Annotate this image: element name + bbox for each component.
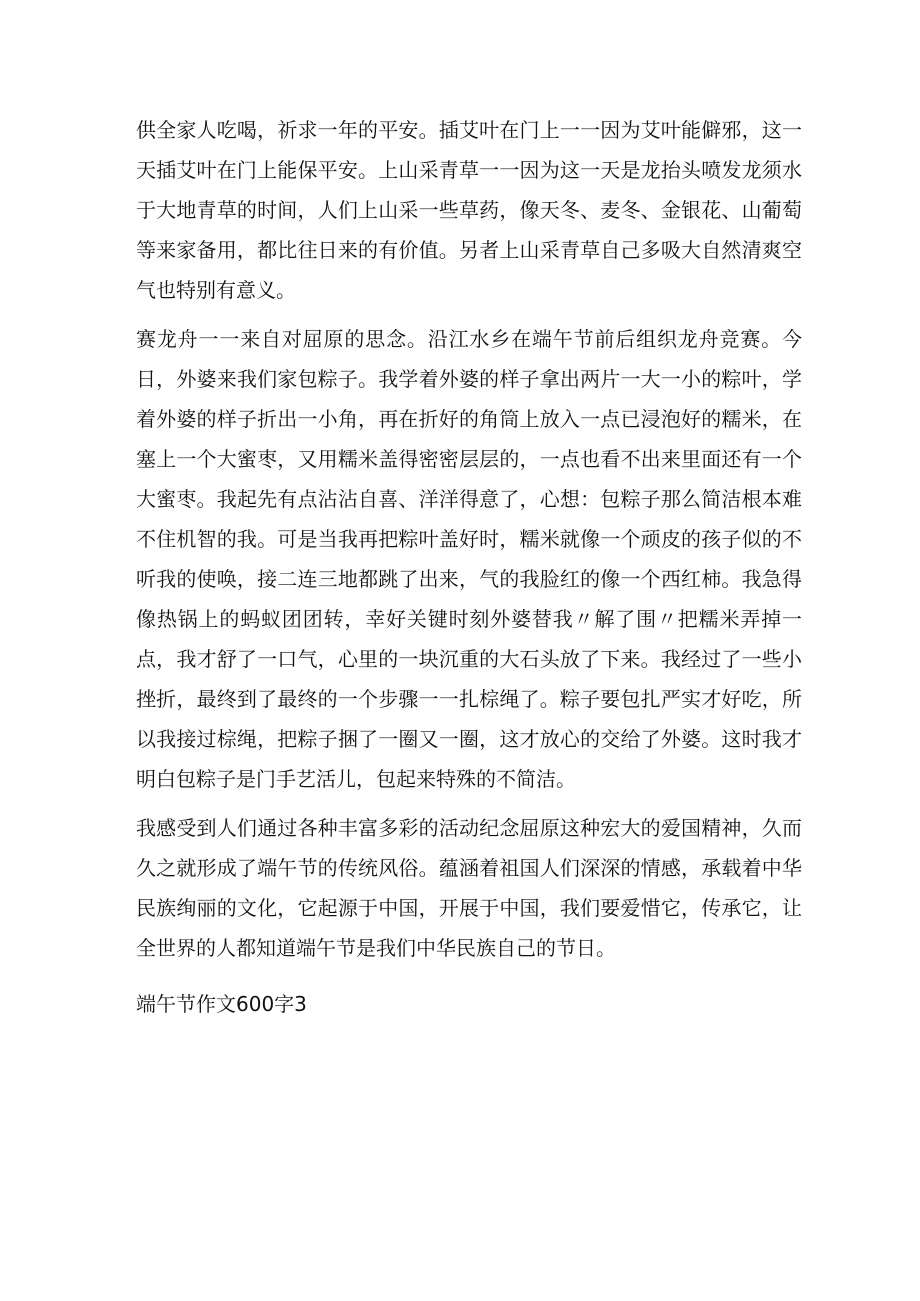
paragraph-dragon-boat-zongzi: 赛龙舟一一来自对屈原的思念。沿江水乡在端午节前后组织龙舟竞赛。今日，外婆来我们家包粽子。我学着外婆的样子拿出两片一大一小的粽叶，学着外婆的样子折出一小角，再在折好的角筒上放入一点已浸泡好的糯米，在塞上一个大蜜枣，又用糯米盖得密密层层的，一点也看不出来里面还有一个大蜜枣。我起先有点沾沾自喜、洋洋得意了，心想：包粽子那么简洁根本难不住机智的我。可是当我再把粽叶盖好时，糯米就像一个顽皮的孩子似的不听我的使唤，接二连三地都跳了出来，气的我脸红的像一个西红柿。我急得像热锅上的蚂蚁团团转，幸好关键时刻外婆替我〃解了围〃把糯米弄掉一点，我才舒了一口气，心里的一块沉重的大石头放了下来。我经过了一些小挫折，最终到了最终的一个步骤一一扎棕绳了。粽子要包扎严实才好吃，所以我接过棕绳，把粽子捆了一圈又一圈，这才放心的交给了外婆。这时我才明白包粽子是门手艺活儿，包起来特殊的不简洁。 bbox=[136, 327, 802, 791]
paragraph-conclusion: 我感受到人们通过各种丰富多彩的活动纪念屈原这种宏大的爱国精神，久而久之就形成了端午节的传统风俗。蕴涵着祖国人们深深的情感，承载着中华民族绚丽的文化，它起源于中国，开展于中国，我们要爱惜它，传承它，让全世界的人都知道端午节是我们中华民族自己的节日。 bbox=[136, 816, 802, 960]
section-heading: 端午节作文600字3 bbox=[136, 992, 307, 1016]
document-body bbox=[136, 110, 802, 1024]
paragraph-customs: 供全家人吃喝，祈求一年的平安。插艾叶在门上一一因为艾叶能僻邪，这一天插艾叶在门上能保平安。上山采青草一一因为这一天是龙抬头喷发龙须水于大地青草的时间，人们上山采一些草药，像天冬、麦冬、金银花、山葡萄等来家备用，都比往日来的有价值。另者上山采青草自己多吸大自然清爽空气也特别有意义。 bbox=[136, 118, 802, 302]
